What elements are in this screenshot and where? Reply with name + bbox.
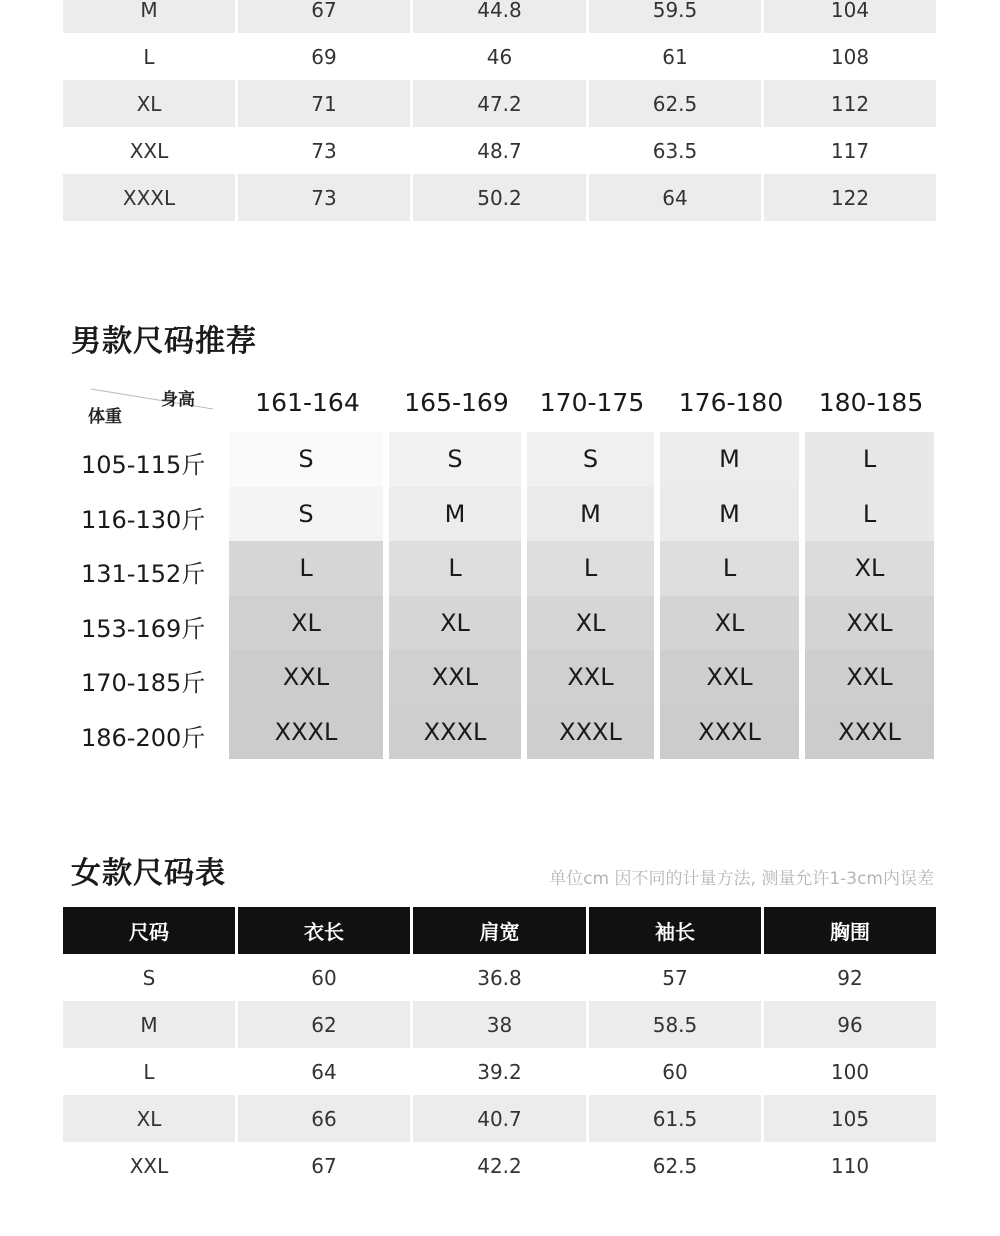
table-cell: 100: [830, 1059, 870, 1084]
table-cell: 110: [830, 1153, 870, 1178]
table-cell: 47.2: [413, 80, 586, 127]
recommended-size-cell: XXXL: [527, 705, 654, 760]
table-cell: XXL: [129, 138, 169, 163]
table-cell: XL: [63, 1095, 235, 1142]
table-cell: M: [63, 1001, 235, 1048]
table-cell: 60: [311, 965, 337, 990]
women-size-table: [63, 907, 937, 1189]
table-cell: 36.8: [477, 965, 522, 990]
matrix-corner: [63, 375, 229, 432]
table-cell: 57: [662, 965, 688, 990]
table-cell: 50.2: [413, 174, 586, 221]
recommended-size-cell: M: [389, 487, 521, 542]
men-size-recommend-matrix: [63, 375, 937, 755]
table-row: [63, 80, 937, 127]
recommended-size-cell: XXL: [805, 650, 934, 705]
table-row: [63, 1142, 937, 1189]
measurement-note: 单位cm 因不同的计量方法, 测量允许1-3cm内误差: [549, 869, 934, 889]
weight-row-header: 170-185斤: [81, 669, 206, 697]
table-row: [63, 1095, 937, 1142]
table-cell: 66: [238, 1095, 410, 1142]
table-cell: 40.7: [413, 1095, 586, 1142]
weight-row-header: 153-169斤: [81, 614, 206, 643]
table-cell: XXXL: [63, 174, 235, 221]
recommended-size-cell: XL: [389, 596, 521, 651]
table-cell: 73: [311, 138, 337, 163]
recommended-size-cell: L: [660, 541, 799, 596]
table-cell: 39.2: [477, 1059, 522, 1084]
recommended-size-cell: L: [389, 541, 521, 596]
column-header: 胸围: [764, 907, 936, 954]
table-cell: 73: [238, 174, 410, 221]
table-cell: 62.5: [589, 80, 761, 127]
table-row: [63, 0, 937, 33]
table-cell: 60: [662, 1059, 688, 1084]
table-cell: L: [143, 44, 155, 69]
table-cell: 112: [764, 80, 936, 127]
recommended-size-cell: XXL: [805, 596, 934, 651]
table-cell: 108: [830, 44, 870, 69]
table-cell: 69: [311, 44, 337, 69]
table-cell: 63.5: [652, 138, 698, 163]
table-cell: 42.2: [477, 1153, 522, 1178]
table-cell: 58.5: [589, 1001, 761, 1048]
recommended-size-cell: XXXL: [229, 705, 383, 760]
table-cell: 44.8: [413, 0, 586, 33]
recommended-size-cell: XXL: [389, 650, 521, 705]
recommended-size-cell: S: [527, 432, 654, 487]
recommended-size-cell: XL: [805, 541, 934, 596]
recommended-size-cell: L: [805, 487, 934, 542]
recommended-size-cell: M: [660, 487, 799, 542]
table-row: [63, 1001, 937, 1048]
column-header: 袖长: [589, 907, 761, 954]
table-cell: 64: [589, 174, 761, 221]
weight-row-header: 186-200斤: [81, 723, 206, 752]
weight-row-header: 116-130斤: [81, 505, 206, 534]
recommended-size-cell: L: [805, 432, 934, 487]
men-size-table-continued: [63, 0, 937, 221]
recommended-size-cell: XXL: [660, 650, 799, 705]
table-row: [63, 1048, 937, 1095]
weight-row-header: 105-115斤: [81, 451, 206, 479]
recommended-size-cell: L: [229, 541, 383, 596]
table-cell: XXL: [129, 1153, 169, 1178]
table-cell: S: [142, 965, 156, 990]
table-cell: 64: [311, 1059, 337, 1084]
recommended-size-cell: XL: [229, 596, 383, 651]
table-cell: XL: [63, 80, 235, 127]
recommended-size-cell: XXL: [527, 650, 654, 705]
height-column-header: 176-180: [678, 388, 784, 417]
table-cell: 117: [830, 138, 870, 163]
table-cell: 104: [764, 0, 936, 33]
table-cell: 67: [311, 1153, 337, 1178]
recommended-size-cell: M: [527, 487, 654, 542]
recommended-size-cell: XL: [660, 596, 799, 651]
table-cell: 62: [238, 1001, 410, 1048]
table-cell: 38: [413, 1001, 586, 1048]
weight-row-header: 131-152斤: [81, 560, 206, 588]
table-cell: 62.5: [652, 1153, 698, 1178]
height-column-header: 170-175: [539, 388, 645, 417]
table-header-row: [63, 907, 937, 954]
table-row: [63, 127, 937, 174]
women-size-title: 女款尺码表: [71, 856, 226, 891]
recommended-size-cell: XXXL: [805, 705, 934, 760]
table-cell: 61: [662, 44, 688, 69]
recommended-size-cell: M: [660, 432, 799, 487]
table-row: [63, 954, 937, 1001]
height-column-header: 165-169: [404, 388, 509, 417]
table-cell: 46: [486, 44, 513, 69]
height-column-header: 180-185: [818, 388, 924, 417]
recommended-size-cell: XXL: [229, 650, 383, 705]
corner-height-label: 身高: [161, 390, 195, 410]
table-cell: L: [143, 1059, 155, 1084]
corner-weight-label: 体重: [88, 407, 122, 427]
column-header: 衣长: [238, 907, 410, 954]
height-column-header: 161-164: [255, 388, 360, 417]
table-cell: 105: [764, 1095, 936, 1142]
table-cell: 59.5: [589, 0, 761, 33]
table-row: [63, 33, 937, 80]
table-cell: M: [63, 0, 235, 33]
recommended-size-cell: XXXL: [660, 705, 799, 760]
recommended-size-cell: XL: [527, 596, 654, 651]
recommended-size-cell: S: [389, 432, 521, 487]
table-cell: 122: [764, 174, 936, 221]
column-header: 肩宽: [413, 907, 586, 954]
table-cell: 67: [238, 0, 410, 33]
table-row: [63, 174, 937, 221]
column-header: 尺码: [63, 907, 235, 954]
table-cell: 96: [764, 1001, 936, 1048]
recommended-size-cell: S: [229, 432, 383, 487]
recommended-size-cell: L: [527, 541, 654, 596]
table-cell: 48.7: [477, 138, 522, 163]
recommended-size-cell: XXXL: [389, 705, 521, 760]
table-cell: 71: [238, 80, 410, 127]
table-cell: 61.5: [589, 1095, 761, 1142]
table-cell: 92: [837, 965, 863, 990]
men-recommend-title: 男款尺码推荐: [71, 324, 257, 359]
recommended-size-cell: S: [229, 487, 383, 542]
